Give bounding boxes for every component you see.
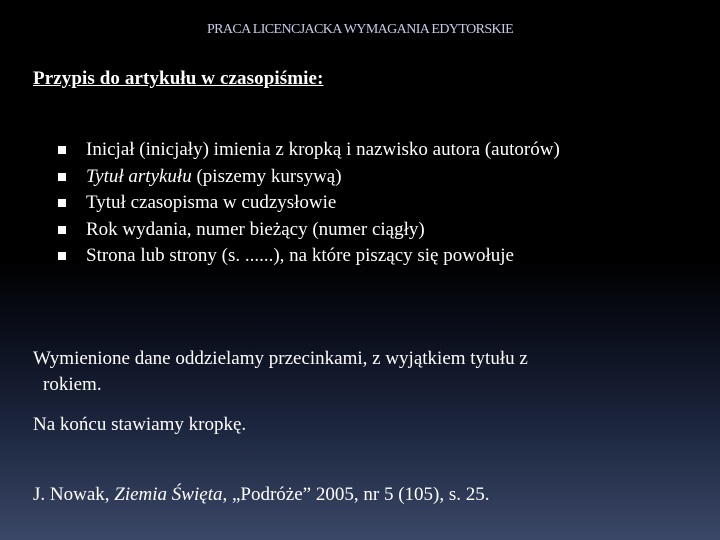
section-heading: Przypis do artykułu w czasopiśmie:: [33, 68, 324, 89]
list-item-text: Tytuł czasopisma w cudzysłowie: [86, 192, 337, 213]
list-item: [56, 164, 560, 191]
list-item-text: Inicjał (inicjały) imienia z kropką i nazwisko autora (autorów): [86, 139, 560, 160]
square-bullet-icon: [58, 173, 66, 181]
list-item: [56, 217, 560, 244]
citation-author: J. Nowak,: [33, 484, 115, 505]
separator-note-line-2: rokiem.: [43, 374, 102, 395]
list-item-text: Strona lub strony (s. ......), na które piszący się powołuje: [86, 245, 514, 266]
separator-note-line-1: Wymienione dane oddzielamy przecinkami, z wyjątkiem tytułu z: [33, 348, 528, 369]
citation-example: [33, 482, 490, 508]
list-item-text: Rok wydania, numer bieżący (numer ciągły): [86, 218, 425, 240]
citation-title: Ziemia Święta: [114, 484, 223, 505]
requirements-list: [56, 137, 560, 270]
square-bullet-icon: [58, 146, 66, 154]
list-item: [56, 137, 560, 164]
list-item: [56, 243, 560, 270]
square-bullet-icon: [58, 252, 66, 260]
square-bullet-icon: [58, 199, 66, 207]
period-note: Na końcu stawiamy kropkę.: [33, 414, 247, 435]
separator-note: [33, 346, 683, 398]
list-item: [56, 190, 560, 217]
citation-rest: , „Podróże” 2005, nr 5 (105), s. 25.: [222, 484, 490, 505]
list-item-italic-text: Tytuł artykułu: [86, 165, 192, 187]
square-bullet-icon: [58, 226, 66, 234]
slide-title: PRACA LICENCJACKA WYMAGANIA EDYTORSKIE: [206, 22, 514, 37]
list-item-text: (piszemy kursywą): [191, 165, 342, 187]
